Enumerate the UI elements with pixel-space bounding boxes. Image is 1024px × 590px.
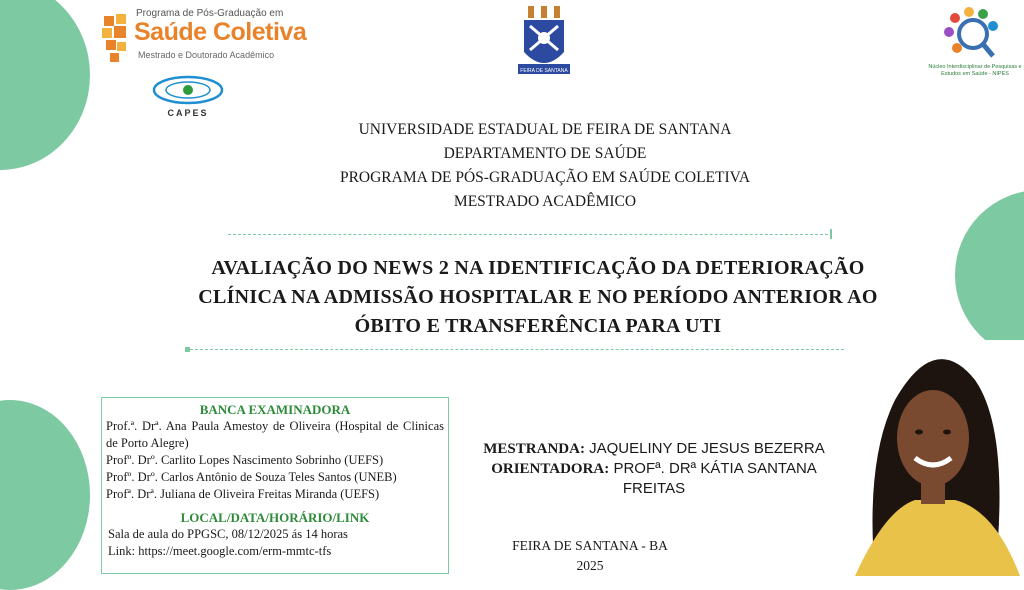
- banca-member: Prof.ª. Drª. Ana Paula Amestoy de Oliveira (Hospital de Clinicas de Porto Alegre): [106, 419, 444, 450]
- banca-member: Profº. Drº. Carlos Antônio de Souza Teles Santos (UNEB): [106, 470, 397, 484]
- uefs-logo: [516, 4, 572, 82]
- orientadora-name: PROFª. DRª KÁTIA SANTANA: [613, 460, 817, 477]
- title-line-2: CLÍNICA NA ADMISSÃO HOSPITALAR E NO PERÍODO ANTERIOR AO: [198, 286, 878, 308]
- nipes-caption-line1: Núcleo Interdisciplinar de Pesquisas e: [928, 64, 1022, 70]
- nipes-logo: [925, 4, 1024, 84]
- separator-top-end: [830, 229, 832, 239]
- header-university: UNIVERSIDADE ESTADUAL DE FEIRA DE SANTANA: [358, 121, 732, 138]
- nipes-emblem-icon: [925, 4, 1024, 64]
- separator-top: [228, 234, 828, 235]
- orientadora-name-cont: FREITAS: [622, 480, 686, 497]
- saude-logo-subtitle: Mestrado e Doutorado Acadêmico: [138, 50, 275, 60]
- defense-people: [465, 439, 843, 498]
- header-degree: MESTRADO ACADÊMICO: [453, 193, 637, 210]
- saude-coletiva-logo: [100, 6, 307, 68]
- local-date-time: Sala de aula do PPGSC, 08/12/2025 ás 14 horas: [108, 527, 348, 541]
- nipes-caption: [915, 64, 1024, 78]
- title-line-1: AVALIAÇÃO DO NEWS 2 NA IDENTIFICAÇÃO DA DETERIORAÇÃO: [211, 257, 865, 279]
- decorative-circle-bottom-left: [0, 400, 90, 590]
- decorative-circle-top-left: [0, 0, 90, 170]
- local-heading: LOCAL/DATA/HORÁRIO/LINK: [180, 510, 370, 525]
- institution-header: [300, 118, 790, 214]
- decorative-circle-right: [955, 190, 1024, 360]
- banca-member: Profª. Drª. Juliana de Oliveira Freitas Miranda (UEFS): [106, 487, 380, 501]
- banca-heading: BANCA EXAMINADORA: [199, 402, 351, 417]
- candidate-photo: [845, 340, 1024, 576]
- banca-member: Profº. Drº. Carlito Lopes Nascimento Sobrinho (UEFS): [106, 453, 384, 467]
- dissertation-title: [150, 254, 926, 341]
- uefs-crest-icon: [516, 4, 572, 82]
- examination-board-box: [101, 397, 449, 574]
- year-text: 2025: [576, 558, 604, 573]
- location-footer: [510, 536, 670, 576]
- header-program: PROGRAMA DE PÓS-GRADUAÇÃO EM SAÚDE COLETIVA: [339, 169, 751, 186]
- saude-logo-title: Saúde Coletiva: [134, 18, 307, 46]
- mestranda-label: MESTRANDA:: [483, 441, 585, 457]
- meeting-link[interactable]: Link: https://meet.google.com/erm-mmtc-tfs: [108, 544, 332, 558]
- capes-label: CAPES: [167, 108, 209, 118]
- city-text: FEIRA DE SANTANA - BA: [512, 538, 668, 553]
- uefs-banner-text: FEIRA DE SANTANA: [520, 68, 568, 74]
- capes-logo: [150, 72, 226, 120]
- nipes-caption-line2: Estudos em Saúde - NIPES: [941, 71, 1009, 77]
- header-department: DEPARTAMENTO DE SAÚDE: [443, 145, 647, 162]
- separator-bottom: [190, 349, 854, 350]
- capes-emblem-icon: [150, 72, 226, 108]
- separator-bottom-start: [185, 347, 190, 352]
- puzzle-icon: [100, 12, 130, 66]
- orientadora-label: ORIENTADORA:: [491, 461, 610, 477]
- title-line-3: ÓBITO E TRANSFERÊNCIA PARA UTI: [354, 315, 722, 337]
- saude-logo-top-text: Programa de Pós-Graduação em: [136, 8, 284, 19]
- mestranda-name: JAQUELINY DE JESUS BEZERRA: [589, 440, 825, 457]
